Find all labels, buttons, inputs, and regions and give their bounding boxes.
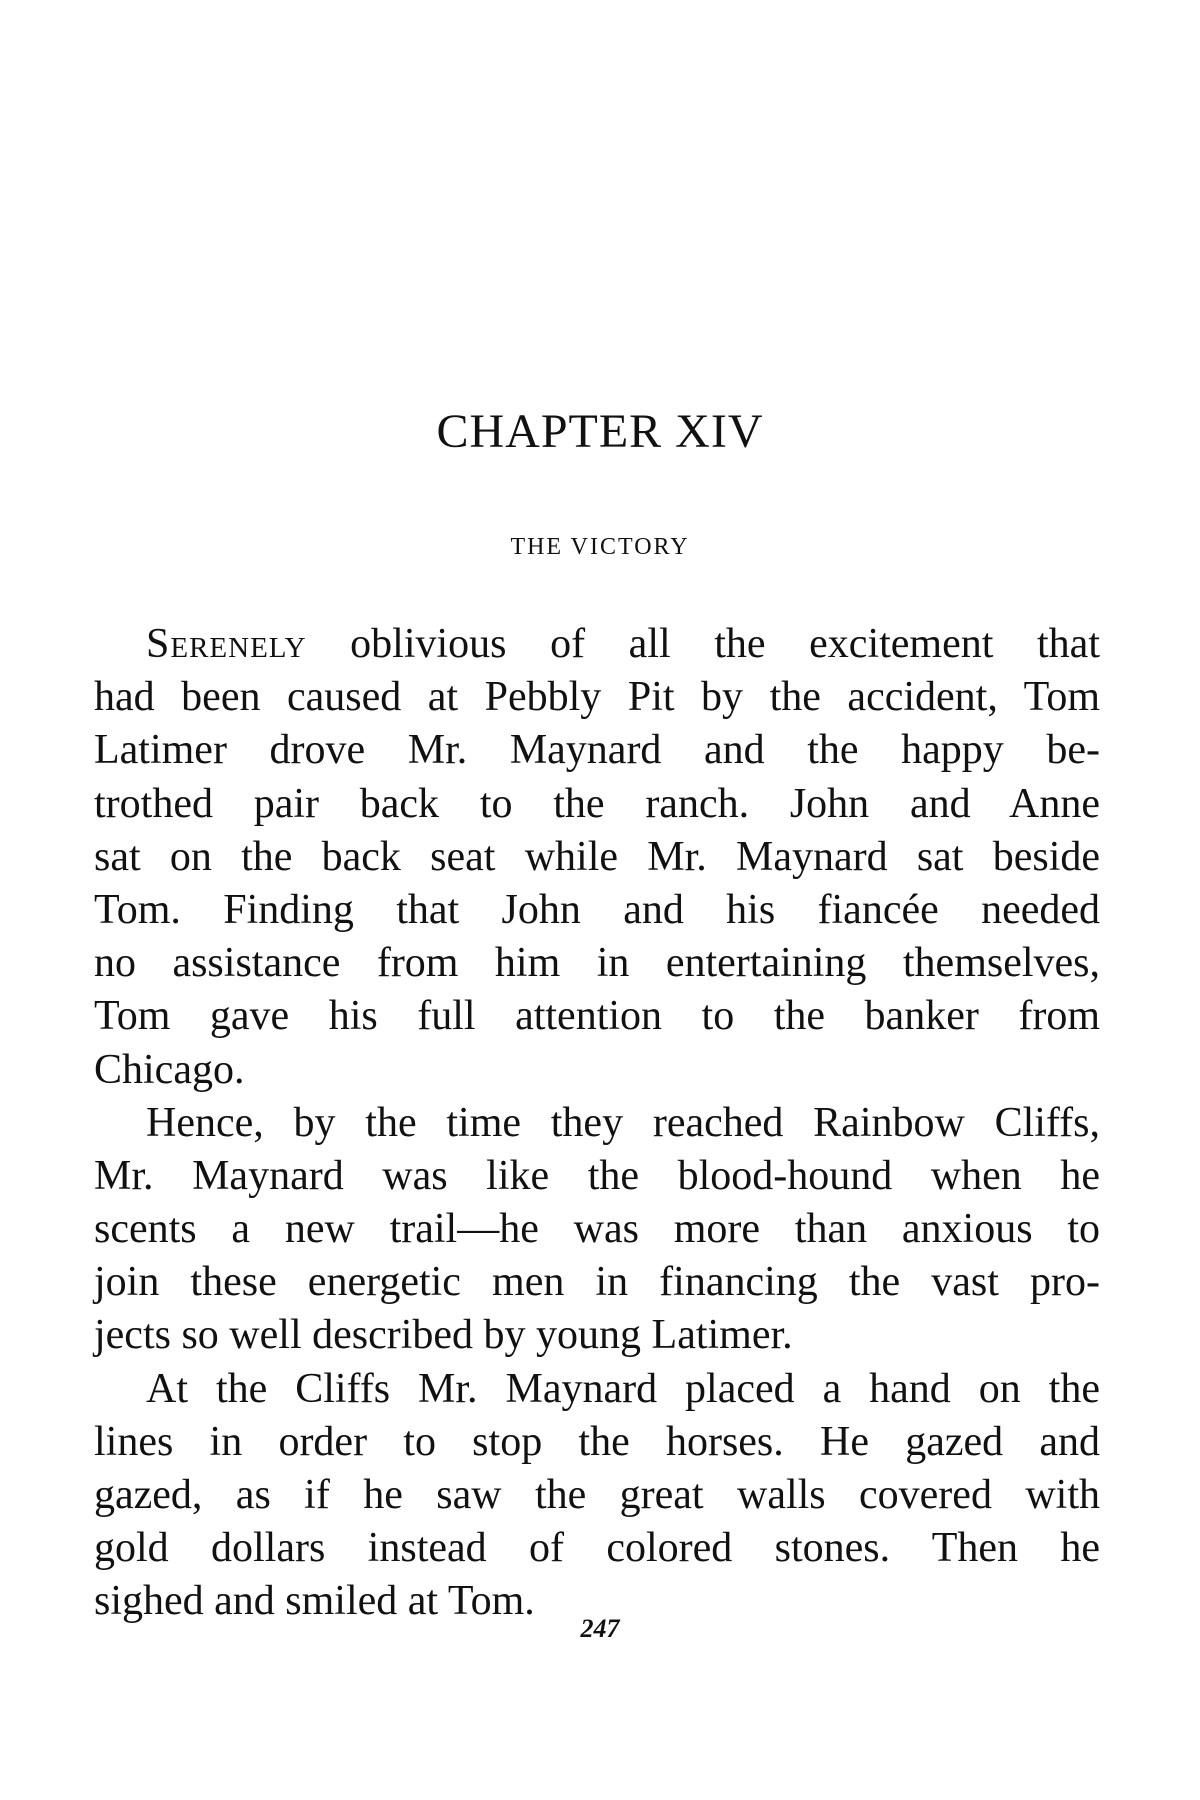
paragraph-line: Hence, by the time they reached Rainbow Cliffs, [146, 1099, 1100, 1146]
paragraph-line: Mr. Maynard was like the blood-hound when he [94, 1152, 1100, 1199]
line-text: oblivious of all the excitement that [306, 621, 1100, 667]
paragraph-line: lines in order to stop the horses. He gazed and [94, 1418, 1100, 1465]
paragraph-line: sat on the back seat while Mr. Maynard sat beside [94, 833, 1100, 880]
opening-word: Serenely [146, 621, 307, 667]
body-text [94, 618, 1100, 1629]
paragraph-line: Tom. Finding that John and his fiancée needed [94, 886, 1100, 933]
paragraph-line [94, 618, 1100, 671]
paragraph-line: trothed pair back to the ranch. John and Anne [94, 780, 1100, 827]
paragraph-line: At the Cliffs Mr. Maynard placed a hand on the [146, 1365, 1100, 1412]
page-number: 247 [580, 1614, 620, 1643]
paragraph-line: had been caused at Pebbly Pit by the accident, Tom [94, 674, 1100, 721]
paragraph-line: join these energetic men in financing the vast pro- [94, 1259, 1100, 1306]
paragraph-line: gold dollars instead of colored stones. Then he [94, 1525, 1100, 1572]
paragraph-line: Latimer drove Mr. Maynard and the happy be- [94, 727, 1100, 774]
paragraph-line: Tom gave his full attention to the banker from [94, 993, 1100, 1040]
paragraph-line: jects so well described by young Latimer. [94, 1312, 793, 1359]
chapter-subtitle: THE VICTORY [510, 534, 690, 560]
paragraph-line: no assistance from him in entertaining themselves, [94, 940, 1100, 987]
paragraph-line: scents a new trail—he was more than anxious to [94, 1206, 1100, 1253]
paragraph-line: gazed, as if he saw the great walls covered with [94, 1472, 1100, 1518]
paragraph-line: Chicago. [94, 1046, 245, 1093]
paragraph-line: sighed and smiled at Tom. [94, 1578, 535, 1625]
chapter-heading: CHAPTER XIV [436, 405, 764, 458]
